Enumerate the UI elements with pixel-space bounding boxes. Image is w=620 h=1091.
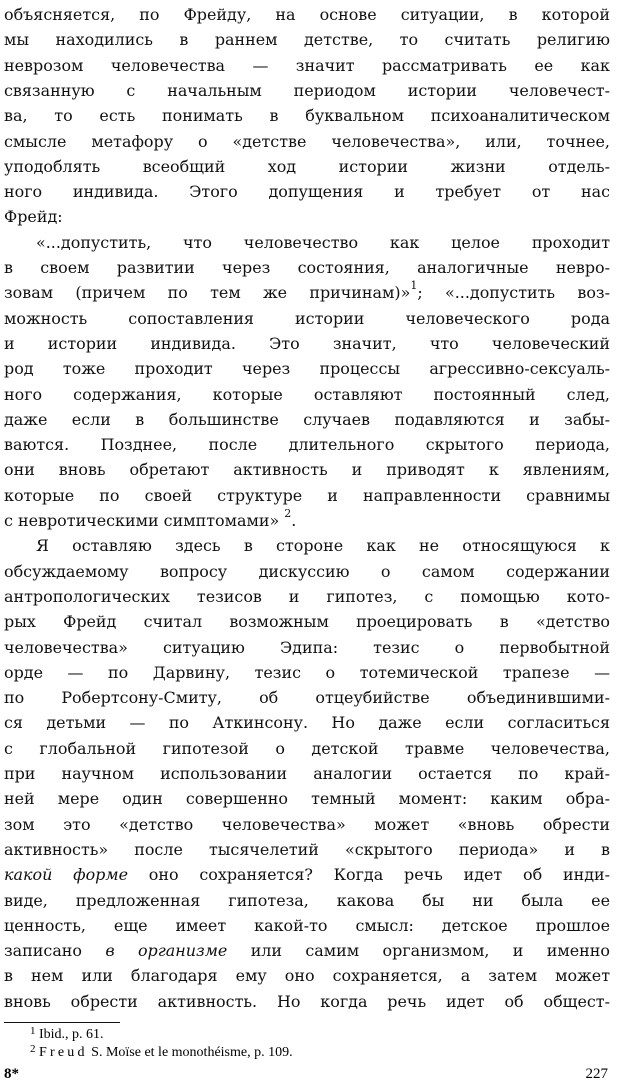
footnote-2 xyxy=(30,1044,293,1061)
text-line: уподоблять всеобщий ход истории жизни отдель- xyxy=(4,156,610,176)
quote-line: даже если в большинстве случаев подавляются и забы- xyxy=(4,409,610,429)
text-line: по Робертсону-Смиту, об отцеубийстве объединившими- xyxy=(4,688,610,708)
text-line: смысле метафору о «детстве человечества», или, точнее, xyxy=(4,131,610,151)
text-line: активность» после тысячелетий «скрытого периода» и в xyxy=(4,839,610,859)
text-line xyxy=(4,938,610,963)
italic-phrase: какой форме xyxy=(4,865,128,885)
text-line: связанную с начальным периодом истории человечест- xyxy=(4,80,610,100)
quote-line: в своем развитии через состояния, аналогичные невро- xyxy=(4,258,610,277)
footnote-ref: 1 xyxy=(410,280,418,293)
footnote-author: Freud xyxy=(39,1045,88,1060)
page-number: 227 xyxy=(585,1066,608,1082)
quote-line: ваются. Позднее, после длительного скрытого периода, xyxy=(4,435,610,455)
text-line: антропологических тезисов и гипотез, с помощью кото- xyxy=(4,586,610,606)
quote-line: род тоже проходит через процессы агрессивно-сексуаль- xyxy=(4,359,610,379)
text-line: человечества» ситуацию Эдипа: тезис о первобытной xyxy=(4,637,610,657)
quote-line: ного содержания, которые оставляют постоянный след, xyxy=(4,384,610,404)
text-line: неврозом человечества — значит рассматривать ее как xyxy=(4,55,610,75)
text-line: объясняется, по Фрейду, на основе ситуации, в которой xyxy=(4,5,610,24)
text-line: с глобальной гипотезой о детской травме человечества, xyxy=(4,738,610,758)
text-line: ней мере один совершенно темный момент: каким обра- xyxy=(4,789,610,809)
text-line: ва, то есть понимать в буквальном психоаналитическом xyxy=(4,106,610,126)
quote-line: они вновь обретают активность и приводят к явлениям, xyxy=(4,460,610,480)
text-line: зом это «детство человечества» может «вновь обрести xyxy=(4,814,610,834)
quote-line: которые по своей структуре и направленности сравнимы xyxy=(4,485,610,505)
text-line: орде — по Дарвину, тезис о тотемической трапезе — xyxy=(4,662,610,682)
text-fragment: в нем или благодаря ему оно сохраняется, а затем может xyxy=(4,966,610,986)
text-fragment: виде, предложенная гипотеза, какова бы ни была ее xyxy=(4,890,610,910)
quote-line: можность сопоставления истории человеческого рода xyxy=(4,308,610,328)
footnote-mark: 1 xyxy=(30,1025,36,1037)
signature-mark: 8* xyxy=(4,1066,19,1082)
text-line xyxy=(4,888,610,913)
quote-line: с невротическими симптомами» $^2$. xyxy=(4,508,297,530)
text-line: Фрейд: xyxy=(4,207,63,227)
footnote-mark: 2 xyxy=(30,1043,36,1055)
footnote-text: Ibid., p. 61. xyxy=(39,1027,104,1042)
quote-line: и истории индивида. Это значит, что человеческий xyxy=(4,333,610,353)
footnote-ref: 2 xyxy=(284,508,292,520)
text-line: при научном использовании аналогии остается по край- xyxy=(4,764,610,783)
text-line xyxy=(4,913,610,938)
text-fragment: записано xyxy=(4,941,106,961)
text-fragment: или самим организмом, и именно xyxy=(227,941,610,961)
quote-fragment: зовам (причем по тем же причинам)» xyxy=(4,283,411,303)
quote-line: «...допустить, что человечество как целое проходит xyxy=(36,232,610,252)
text-line: рых Фрейд считал возможным проецировать в «детство xyxy=(4,612,610,632)
text-line: обсуждаемому вопросу дискуссию о самом содержании xyxy=(4,561,610,581)
text-line xyxy=(4,862,610,887)
footnote-text: S. Moïse et le monothéisme, p. 109. xyxy=(87,1045,293,1060)
text-line: ного индивида. Этого допущения и требует от нас xyxy=(4,182,610,202)
italic-phrase: в организме xyxy=(105,941,228,961)
text-line xyxy=(4,989,610,1014)
text-line: Я оставляю здесь в стороне как не относящуюся к xyxy=(36,536,610,556)
text-line xyxy=(4,963,610,988)
text-fragment: оно сохраняется? Когда речь идет об инди- xyxy=(128,865,610,885)
quote-fragment: с невротическими симптомами» xyxy=(4,511,280,530)
text-fragment: ценность, еще имеет какой-то смысл: детское прошлое xyxy=(4,915,610,935)
footnote-separator xyxy=(4,1022,120,1023)
quote-line xyxy=(4,280,610,305)
text-line: мы находились в раннем детстве, то считать религию xyxy=(4,30,610,50)
footnote-1 xyxy=(30,1026,104,1043)
text-fragment: вновь обрести активность. Но когда речь идет об общест- xyxy=(4,991,610,1011)
quote-fragment: ; «...допустить воз- xyxy=(417,283,610,303)
text-line: ся детьми — по Аткинсону. Но даже если согласиться xyxy=(4,713,610,733)
